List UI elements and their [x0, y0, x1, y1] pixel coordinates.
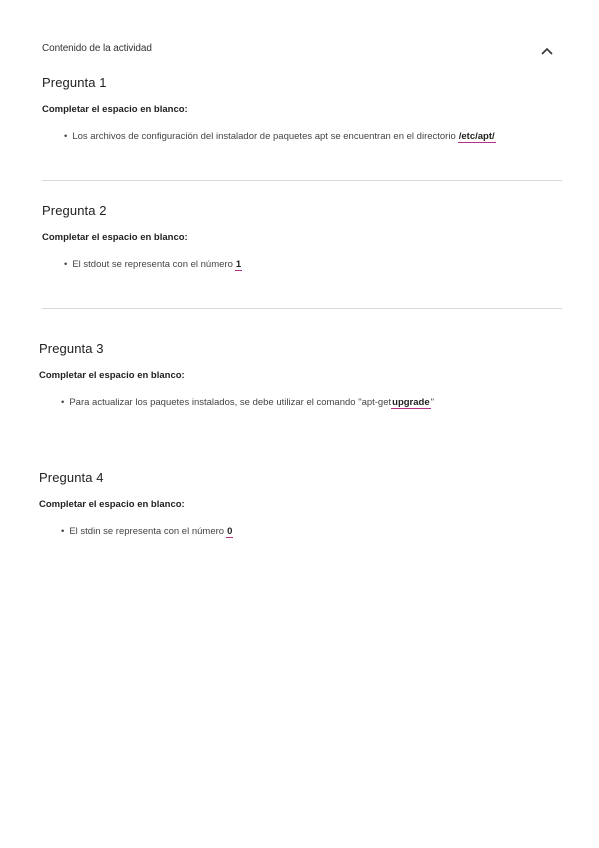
answer-blank[interactable]: 1 — [235, 259, 242, 270]
question-text: El stdout se representa con el número — [72, 259, 233, 270]
bullet: • — [64, 259, 68, 270]
question-1 — [42, 75, 496, 143]
question-title: Pregunta 2 — [42, 203, 107, 218]
question-instruction: Completar el espacio en blanco: — [42, 232, 188, 243]
bullet: • — [61, 526, 65, 537]
answer-blank[interactable]: upgrade — [392, 397, 430, 408]
question-title: Pregunta 1 — [42, 75, 107, 90]
activity-content-header[interactable] — [42, 41, 562, 61]
activity-content-title: Contenido de la actividad — [42, 43, 152, 54]
question-text: El stdin se representa con el número — [69, 526, 225, 537]
question-item — [64, 131, 496, 143]
question-text: Para actualizar los paquetes instalados, se debe utilizar el comando "apt-get — [69, 397, 392, 408]
question-item — [64, 259, 242, 271]
bullet: • — [64, 131, 68, 142]
chevron-up-icon[interactable] — [539, 43, 555, 59]
divider — [42, 308, 562, 309]
answer-blank[interactable]: /etc/apt/ — [458, 131, 495, 142]
question-suffix: " — [430, 397, 434, 408]
divider — [42, 180, 562, 181]
question-2 — [42, 203, 242, 271]
bullet: • — [61, 397, 65, 408]
question-text: Los archivos de configuración del instalador de paquetes apt se encuentran en el directorio — [72, 131, 456, 142]
question-title: Pregunta 4 — [39, 470, 104, 485]
question-instruction: Completar el espacio en blanco: — [42, 104, 188, 115]
question-instruction: Completar el espacio en blanco: — [39, 370, 185, 381]
answer-blank[interactable]: 0 — [227, 526, 233, 537]
question-item — [61, 526, 233, 538]
question-3 — [39, 341, 434, 409]
question-title: Pregunta 3 — [39, 341, 104, 356]
question-item — [61, 397, 434, 409]
question-4 — [39, 470, 233, 538]
question-instruction: Completar el espacio en blanco: — [39, 499, 185, 510]
